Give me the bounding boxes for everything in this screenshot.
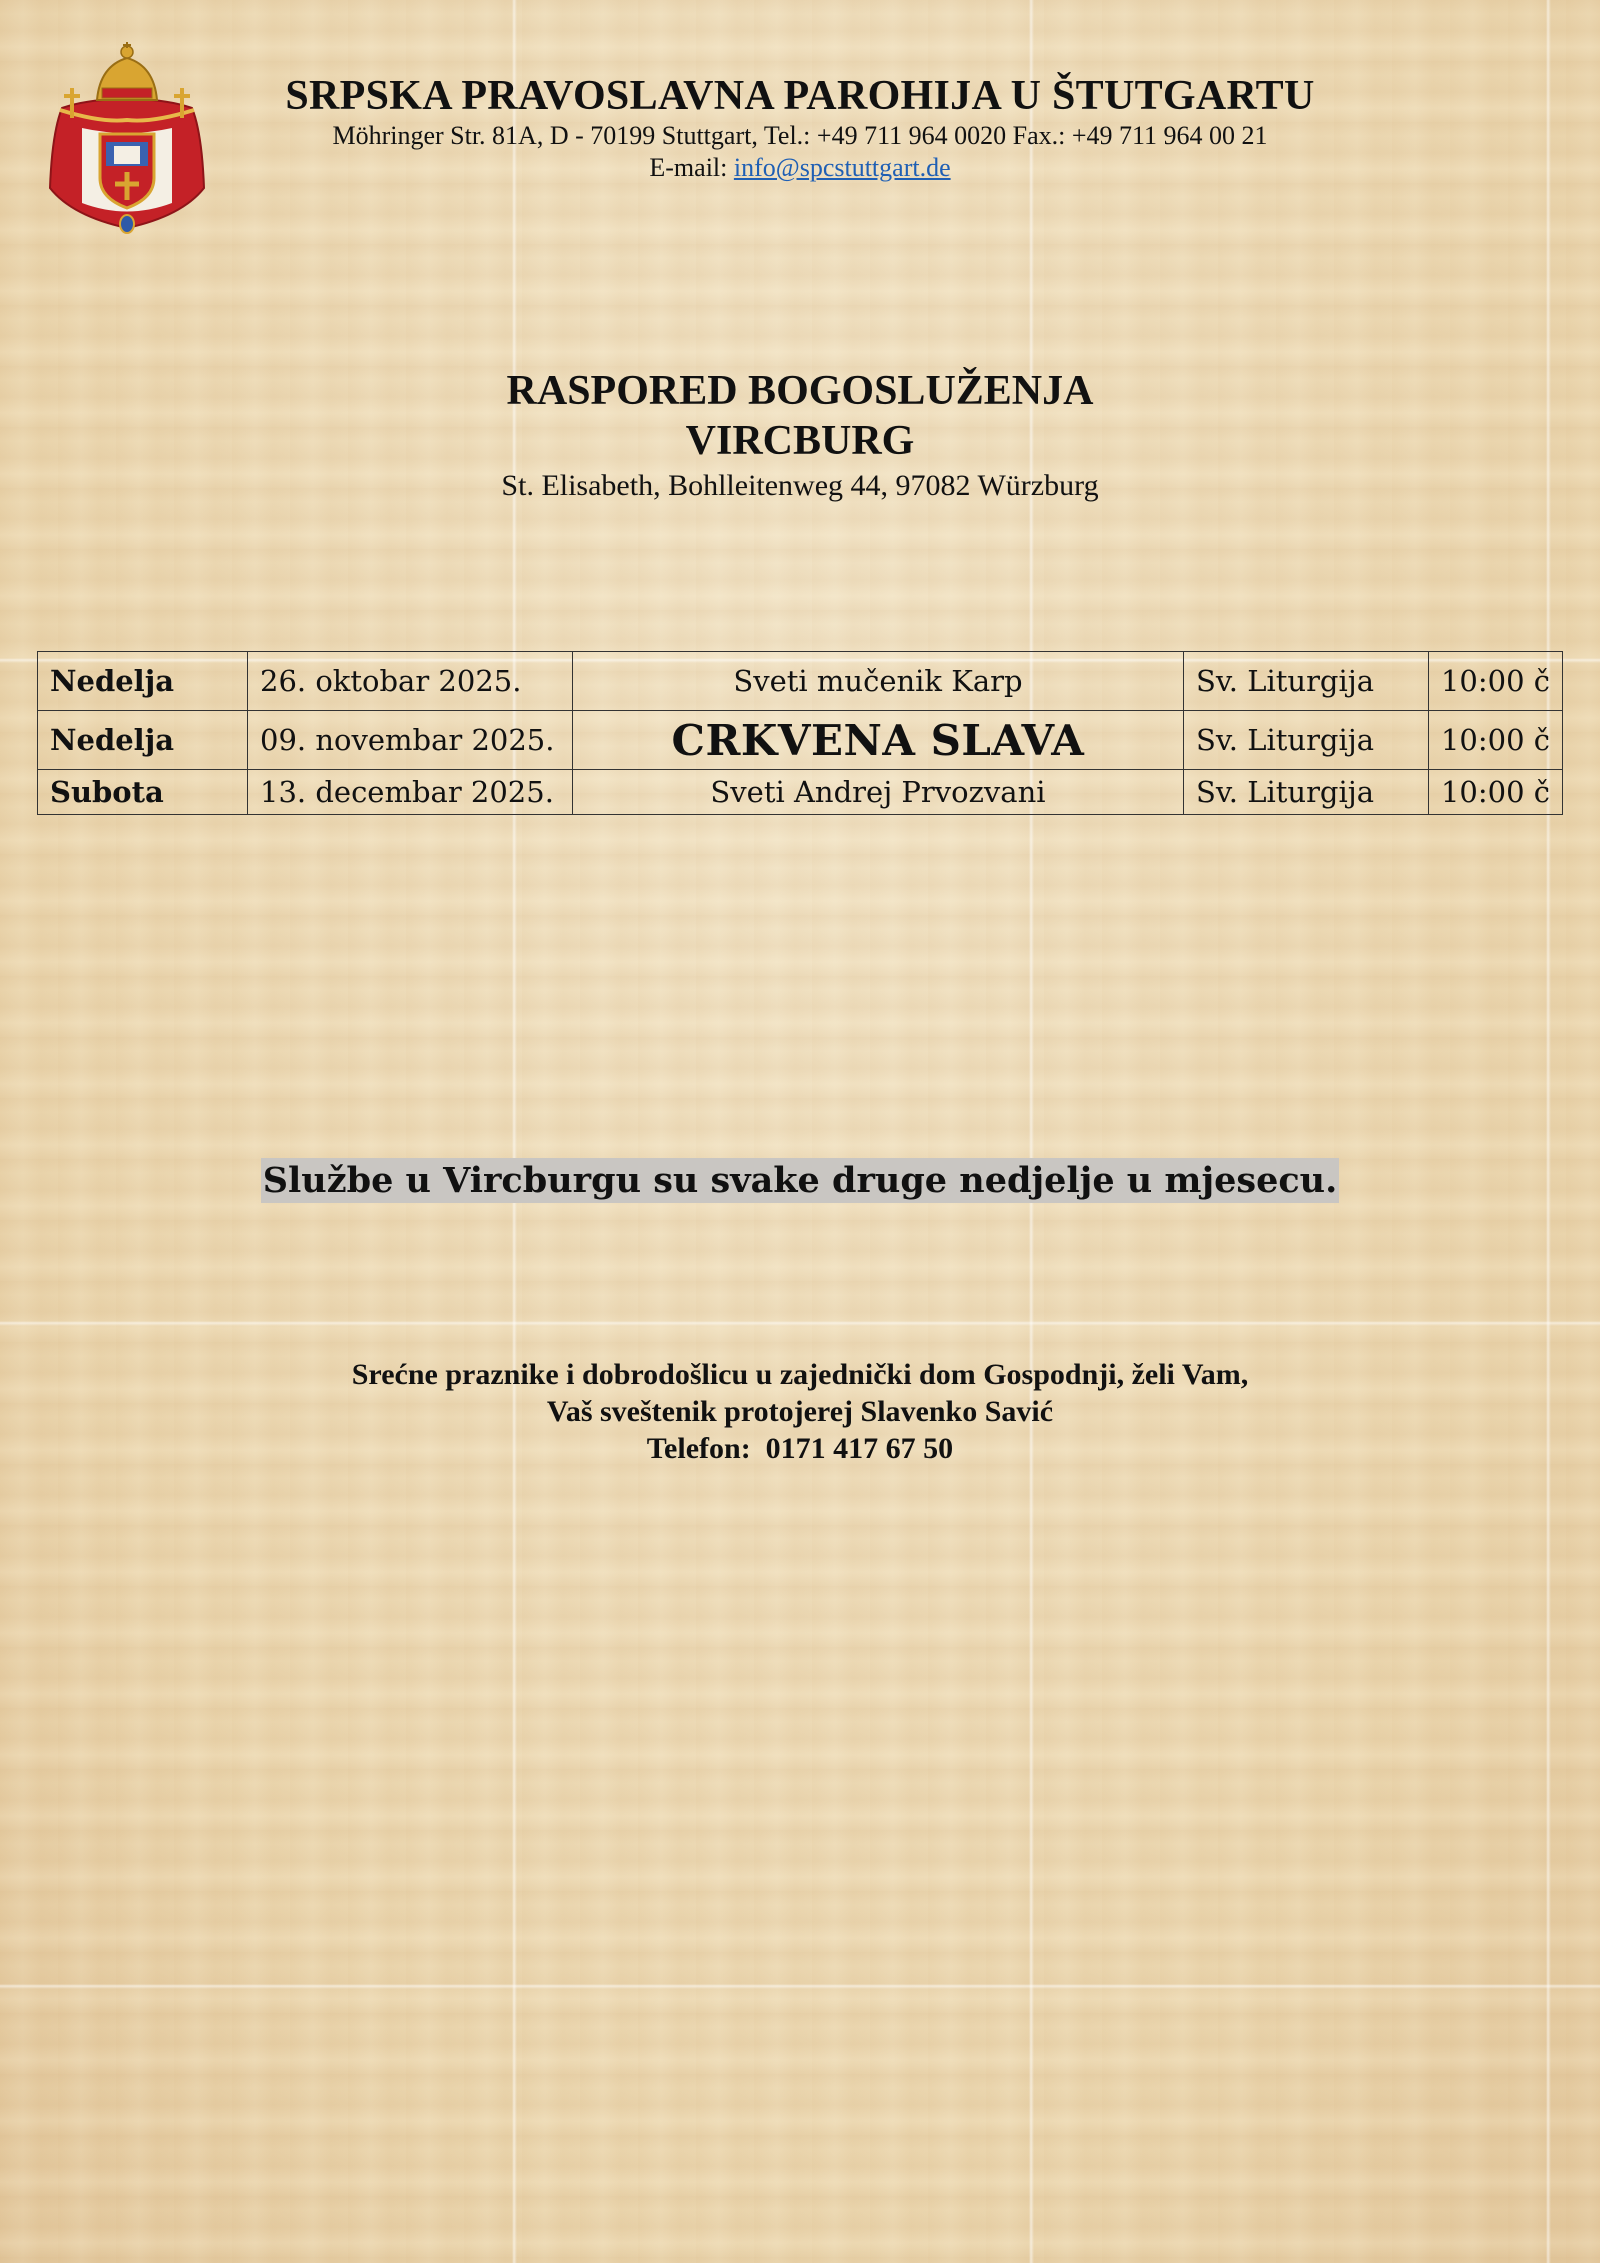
schedule-title-block — [0, 366, 1600, 506]
service-cell: Sv. Liturgija — [1183, 652, 1428, 711]
church-coat-of-arms-logo — [42, 38, 212, 238]
schedule-location: St. Elisabeth, Bohlleitenweg 44, 97082 Würzburg — [501, 469, 1099, 502]
time-cell: 10:00 č — [1428, 770, 1562, 815]
time-cell: 10:00 č — [1428, 711, 1562, 770]
parish-address: Möhringer Str. 81A, D - 70199 Stuttgart, Tel.: +49 711 964 0020 Fax.: +49 711 964 00 21 — [332, 121, 1268, 150]
greeting-line: Srećne praznike i dobrodošlicu u zajednički dom Gospodnji, želi Vam, — [351, 1358, 1249, 1391]
phone-line: Telefon: 0171 417 67 50 — [646, 1432, 954, 1465]
day-cell: Nedelja — [38, 711, 248, 770]
services-frequency-note — [0, 1160, 1600, 1201]
parish-name: SRPSKA PRAVOSLAVNA PAROHIJA U ŠTUTGARTU — [285, 73, 1315, 119]
date-cell: 09. novembar 2025. — [248, 711, 573, 770]
parish-header — [240, 72, 1360, 184]
day-cell: Nedelja — [38, 652, 248, 711]
priest-signature-line: Vaš sveštenik protojerej Slavenko Savić — [546, 1395, 1054, 1428]
email-link[interactable]: info@spcstuttgart.de — [733, 153, 951, 182]
services-schedule-table — [37, 651, 1563, 815]
table-row — [38, 711, 1563, 770]
schedule-city: VIRCBURG — [685, 418, 915, 464]
schedule-title: RASPORED BOGOSLUŽENJA — [506, 368, 1094, 414]
feast-cell-church-slava: CRKVENA SLAVA — [573, 711, 1184, 770]
table-row — [38, 770, 1563, 815]
service-cell: Sv. Liturgija — [1183, 770, 1428, 815]
service-cell: Sv. Liturgija — [1183, 711, 1428, 770]
highlighted-note-text: Službe u Vircburgu su svake druge nedjelje u mjesecu. — [262, 1160, 1338, 1201]
closing-greeting — [0, 1356, 1600, 1467]
date-cell: 26. oktobar 2025. — [248, 652, 573, 711]
email-label: E-mail: — [649, 153, 734, 182]
day-cell: Subota — [38, 770, 248, 815]
feast-cell: Sveti Andrej Prvozvani — [573, 770, 1184, 815]
parish-email-line — [240, 152, 1360, 184]
table-row — [38, 652, 1563, 711]
time-cell: 10:00 č — [1428, 652, 1562, 711]
date-cell: 13. decembar 2025. — [248, 770, 573, 815]
feast-cell: Sveti mučenik Karp — [573, 652, 1184, 711]
